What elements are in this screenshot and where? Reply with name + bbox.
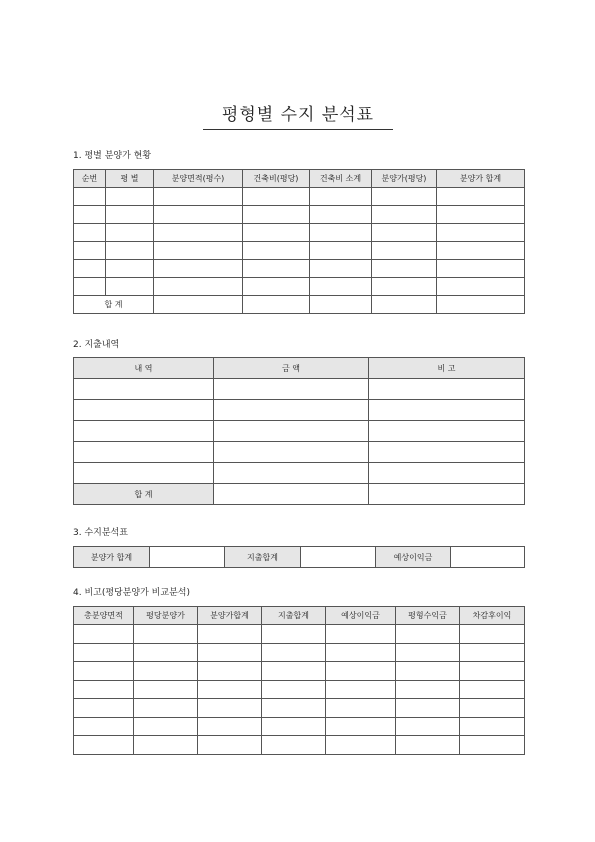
section2-title: 2. 지출내역 xyxy=(73,340,120,350)
expense-total-value xyxy=(301,547,376,568)
section3-title: 3. 수지분석표 xyxy=(73,528,128,538)
expected-profit-label: 예상이익금 xyxy=(376,547,451,568)
table-row xyxy=(74,260,525,278)
table-row xyxy=(74,421,525,442)
table-row xyxy=(74,242,525,260)
table-row xyxy=(74,206,525,224)
table-row xyxy=(74,699,525,718)
header-cell: 금 액 xyxy=(214,358,369,379)
table-row xyxy=(74,379,525,400)
revenue-total-value xyxy=(150,547,225,568)
table-row xyxy=(74,717,525,736)
header-cell: 예상이익금 xyxy=(326,607,396,625)
expense-table xyxy=(73,357,525,505)
header-cell: 분양가(평당) xyxy=(372,170,437,188)
header-cell: 지출합계 xyxy=(262,607,326,625)
header-cell: 순번 xyxy=(74,170,106,188)
header-cell: 총분양면적 xyxy=(74,607,134,625)
header-cell: 건축비(평당) xyxy=(243,170,310,188)
header-cell: 건축비 소계 xyxy=(310,170,372,188)
header-cell: 분양가합계 xyxy=(198,607,262,625)
table-row xyxy=(74,278,525,296)
header-cell: 분양면적(평수) xyxy=(154,170,243,188)
expense-total-label: 지출합계 xyxy=(225,547,301,568)
table-row xyxy=(74,680,525,699)
table-row xyxy=(74,643,525,662)
header-cell: 비 고 xyxy=(369,358,525,379)
header-cell: 평당분양가 xyxy=(134,607,198,625)
table-row xyxy=(74,625,525,644)
total-label: 합 계 xyxy=(74,296,154,314)
section1-title: 1. 평별 분양가 현황 xyxy=(73,151,152,161)
table-row xyxy=(74,400,525,421)
table-row xyxy=(74,662,525,681)
header-cell: 내 역 xyxy=(74,358,214,379)
table-row xyxy=(74,296,525,314)
table-row xyxy=(74,736,525,755)
table-row xyxy=(74,463,525,484)
total-label: 합 계 xyxy=(74,484,214,505)
page-title: 평형별 수지 분석표 xyxy=(203,100,393,130)
header-cell: 분양가 합계 xyxy=(437,170,525,188)
revenue-total-label: 분양가 합계 xyxy=(74,547,150,568)
section4-title: 4. 비고(평당분양가 비교분석) xyxy=(73,588,190,598)
table-row xyxy=(74,224,525,242)
table-row xyxy=(74,484,525,505)
header-cell: 평형수익금 xyxy=(396,607,460,625)
comparison-table xyxy=(73,606,525,755)
unit-price-table xyxy=(73,169,525,314)
table-row xyxy=(74,188,525,206)
header-cell: 차감후이익 xyxy=(460,607,525,625)
expected-profit-value xyxy=(451,547,525,568)
header-cell: 평 별 xyxy=(106,170,154,188)
table-row xyxy=(74,442,525,463)
balance-table xyxy=(73,546,525,568)
